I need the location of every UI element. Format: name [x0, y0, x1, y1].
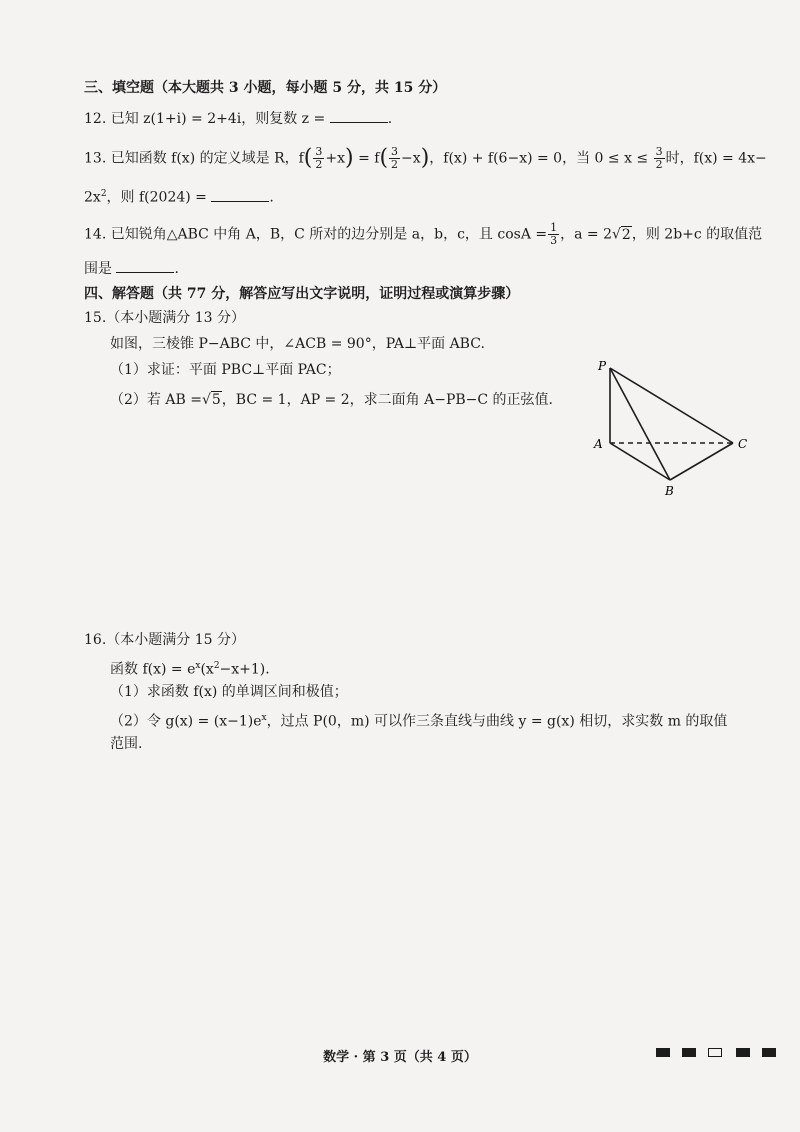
question-14: [84, 221, 763, 247]
q13-end: .: [269, 189, 274, 206]
frac-num: 3: [655, 145, 663, 158]
frac-den: 2: [655, 158, 663, 171]
q16-stem-sup2: 2: [213, 661, 220, 671]
right-paren: ): [345, 145, 354, 171]
q13-fraction-b: [389, 146, 400, 171]
q12-end: .: [387, 111, 393, 127]
edge-PB: [610, 368, 670, 480]
q16-stem-a: 函数 f(x) = e: [110, 661, 196, 678]
edge-AB: [610, 443, 670, 480]
q16-part-1: （1）求函数 f(x) 的单调区间和极值；: [110, 684, 348, 700]
q14-sqrt-value: 2: [621, 226, 631, 243]
vertex-label-C: C: [738, 437, 748, 451]
q15-part-1: （1）求证：平面 PBC⊥平面 PAC；: [110, 362, 341, 378]
q15-part2b: ，BC = 1，AP = 2，求二面角 A−PB−C 的正弦值.: [221, 392, 553, 408]
q13-superscript: 2: [100, 189, 107, 199]
section-3-heading: 三、填空题（本大题共 3 小题，每小题 5 分，共 15 分）: [84, 80, 447, 96]
q14-part3: ，则 2b+c 的取值范: [631, 226, 763, 243]
edge-PC: [610, 368, 733, 443]
right-paren: ): [420, 145, 430, 171]
scan-mark: [656, 1048, 670, 1057]
frac-num: 3: [391, 145, 399, 158]
question-13: [84, 145, 767, 171]
tetrahedron-figure: [590, 358, 760, 498]
q16-stem: [110, 656, 760, 680]
q16-stem-c: −x+1).: [219, 661, 270, 678]
frac-num: 3: [315, 145, 323, 158]
sqrt-sign: √: [201, 392, 211, 408]
question-14-line-2: [84, 258, 760, 279]
q13-part4: −x: [401, 150, 421, 167]
scan-mark-hollow: [708, 1048, 722, 1057]
frac-den: 2: [315, 158, 323, 171]
section-4-heading: 四、解答题（共 77 分，解答应写出文字说明，证明过程或演算步骤）: [84, 286, 520, 302]
q13-part6: 时，f(x) = 4x−: [665, 150, 767, 167]
q16-part-2: [110, 708, 760, 732]
q12-text: 12. 已知 z(1+i) = 2+4i，则复数 z =: [84, 111, 326, 127]
q14-part2: ，a = 2: [560, 226, 612, 243]
vertex-label-P: P: [598, 359, 607, 373]
q16-part2a: （2）令 g(x) = (x−1)e: [110, 713, 262, 730]
scan-mark: [682, 1048, 696, 1057]
q12-answer-blank[interactable]: [330, 108, 388, 123]
q14-line2: 围是: [84, 261, 112, 277]
vertex-label-A: A: [594, 437, 603, 451]
q16-stem-b: (x: [200, 661, 214, 678]
question-13-line-2: [84, 184, 760, 208]
q16-title: 16.（本小题满分 15 分）: [84, 632, 245, 648]
q13-part1: 13. 已知函数 f(x) 的定义域是 R，f: [84, 150, 304, 167]
vertex-label-B: B: [665, 484, 674, 498]
question-12: [84, 108, 760, 129]
q16-stem-sup: x: [195, 661, 201, 671]
q13-part2: +x: [325, 150, 346, 167]
q13-fraction-a: [313, 146, 324, 171]
q15-sqrt-value: 5: [211, 392, 221, 408]
q15-title: 15.（本小题满分 13 分）: [84, 310, 245, 326]
q14-end: .: [174, 261, 179, 277]
edge-BC: [670, 443, 733, 480]
q14-answer-blank[interactable]: [116, 258, 174, 273]
q15-part2a: （2）若 AB =: [110, 392, 202, 408]
q16-part-2-line-2: 范围.: [110, 736, 143, 752]
scan-mark: [736, 1048, 750, 1057]
q16-part2b: ，过点 P(0，m) 可以作三条直线与曲线 y = g(x) 相切，求实数 m 的取值: [266, 713, 728, 730]
q13-part5: ，f(x) + f(6−x) = 0，当 0 ≤ x ≤: [429, 150, 649, 167]
q14-fraction: [548, 222, 559, 247]
page-footer: 数学 · 第 3 页（共 4 页）: [323, 1050, 477, 1065]
q13-answer-blank[interactable]: [211, 187, 269, 202]
q13-line2-b: ，则 f(2024) =: [106, 189, 207, 206]
left-paren: (: [379, 145, 389, 171]
q16-part2-sup: x: [261, 713, 267, 723]
q14-part1: 14. 已知锐角△ABC 中角 A，B，C 所对的边分别是 a，b，c，且 cosA =: [84, 226, 548, 243]
frac-num: 1: [550, 221, 558, 234]
scan-mark: [762, 1048, 776, 1057]
sqrt-sign: √: [612, 226, 621, 243]
left-paren: (: [303, 145, 313, 171]
q15-stem: 如图，三棱锥 P−ABC 中，∠ACB = 90°，PA⊥平面 ABC.: [110, 336, 485, 352]
q13-fraction-c: [654, 146, 665, 171]
q13-line2-a: 2x: [84, 189, 101, 206]
frac-den: 3: [550, 234, 558, 247]
frac-den: 2: [391, 158, 399, 171]
q13-part3: = f: [358, 150, 380, 167]
